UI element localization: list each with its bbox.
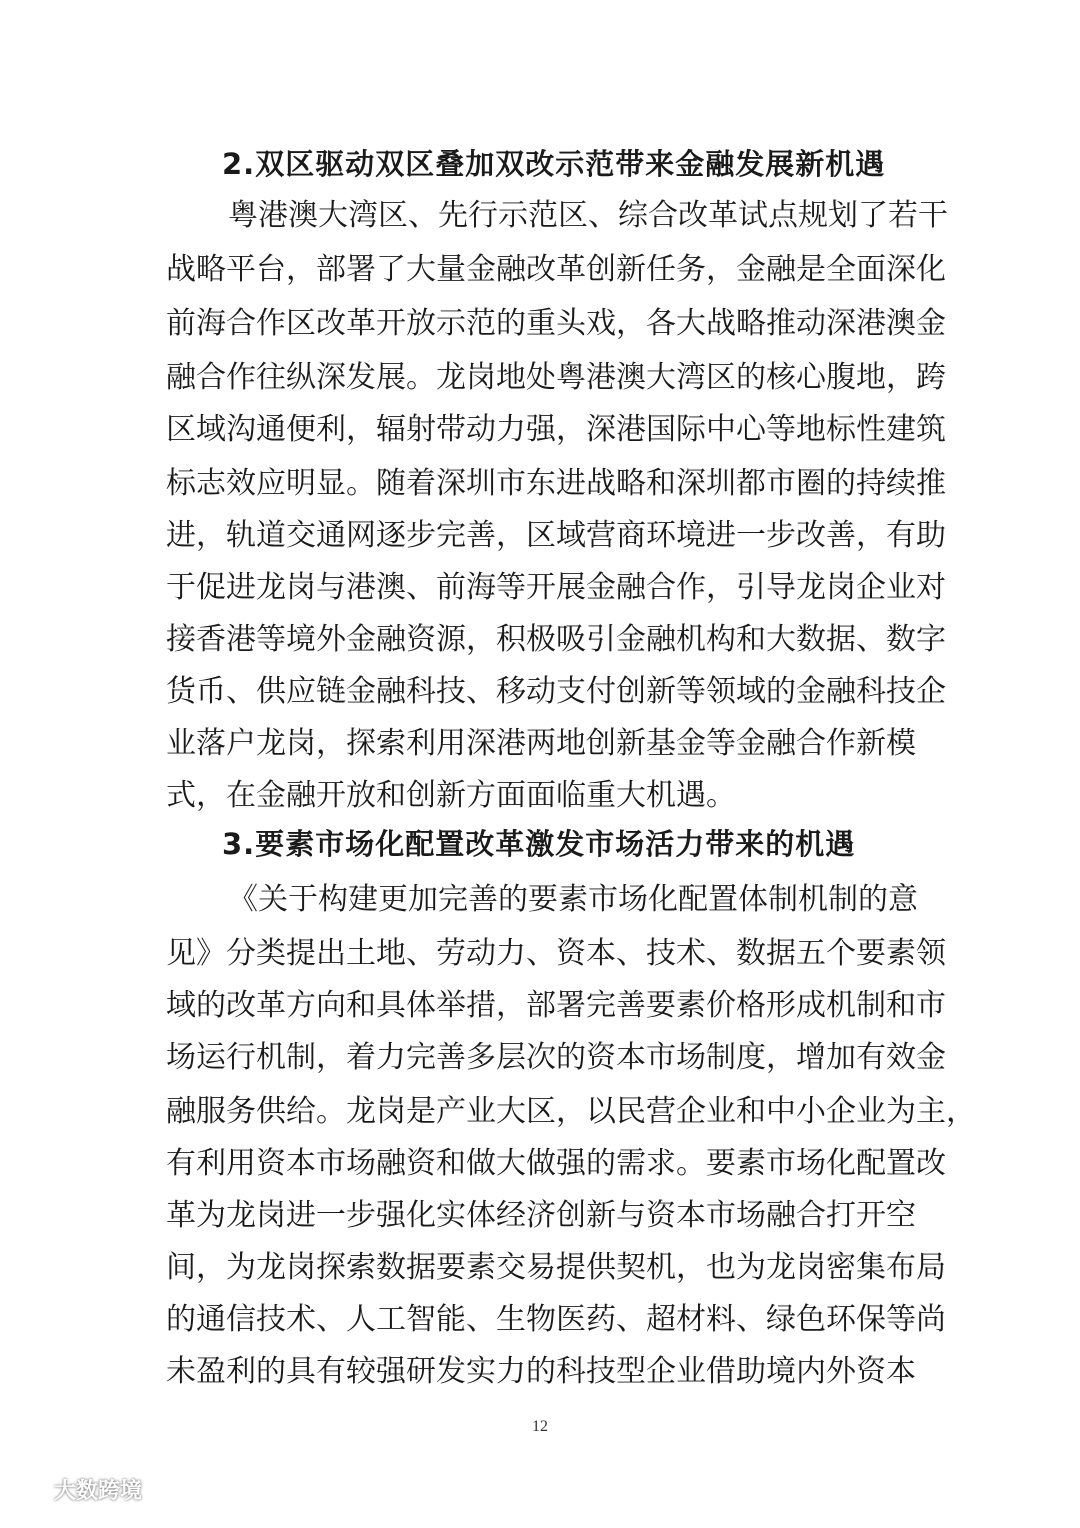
section-3-heading: 3.要素市场化配置改革激发市场活力带来的机遇 [222, 827, 856, 861]
paragraph-line: 见》分类提出土地、劳动力、资本、技术、数据五个要素领 [166, 936, 946, 971]
paragraph-line: 的通信技术、人工智能、生物医药、超材料、绿色环保等尚 [166, 1302, 946, 1337]
paragraph-line: 货币、供应链金融科技、移动支付创新等领域的金融科技企 [166, 674, 946, 709]
paragraph-line: 革为龙岗进一步强化实体经济创新与资本市场融合打开空 [166, 1198, 916, 1233]
paragraph-line: 融合作往纵深发展。龙岗地处粤港澳大湾区的核心腹地，跨 [166, 360, 946, 395]
paragraph-line: 战略平台，部署了大量金融改革创新任务，金融是全面深化 [166, 252, 946, 287]
watermark-text: 大数跨境 [54, 1479, 143, 1504]
weibo-logo-icon [8, 1475, 48, 1505]
paragraph-line: 业落户龙岗，探索利用深港两地创新基金等金融合作新模 [166, 726, 916, 761]
paragraph-line: 融服务供给。龙岗是产业大区，以民营企业和中小企业为主， [166, 1094, 976, 1129]
section-2-heading: 2.双区驱动双区叠加双改示范带来金融发展新机遇 [222, 147, 886, 181]
paragraph-line: 前海合作区改革开放示范的重头戏，各大战略推动深港澳金 [166, 306, 946, 341]
paragraph-line: 区域沟通便利，辐射带动力强，深港国际中心等地标性建筑 [166, 412, 946, 447]
paragraph-line: 域的改革方向和具体举措，部署完善要素价格形成机制和市 [166, 988, 946, 1023]
watermark [8, 1474, 142, 1505]
paragraph-line: 式，在金融开放和创新方面面临重大机遇。 [166, 778, 736, 813]
paragraph-line: 间，为龙岗探索数据要素交易提供契机，也为龙岗密集布局 [166, 1250, 946, 1285]
paragraph-line: 场运行机制，着力完善多层次的资本市场制度，增加有效金 [166, 1040, 946, 1075]
paragraph-line: 接香港等境外金融资源，积极吸引金融机构和大数据、数字 [166, 622, 946, 657]
paragraph-line: 进，轨道交通网逐步完善，区域营商环境进一步改善，有助 [166, 518, 946, 553]
paragraph-line: 有利用资本市场融资和做大做强的需求。要素市场化配置改 [166, 1146, 946, 1181]
paragraph-line: 标志效应明显。随着深圳市东进战略和深圳都市圈的持续推 [166, 466, 946, 501]
paragraph-line: 《关于构建更加完善的要素市场化配置体制机制的意 [228, 882, 918, 917]
paragraph-line: 于促进龙岗与港澳、前海等开展金融合作，引导龙岗企业对 [166, 570, 946, 605]
paragraph-line: 未盈利的具有较强研发实力的科技型企业借助境内外资本 [166, 1354, 916, 1389]
page-number: 12 [532, 1418, 548, 1435]
paragraph-line: 粤港澳大湾区、先行示范区、综合改革试点规划了若干 [228, 198, 948, 233]
